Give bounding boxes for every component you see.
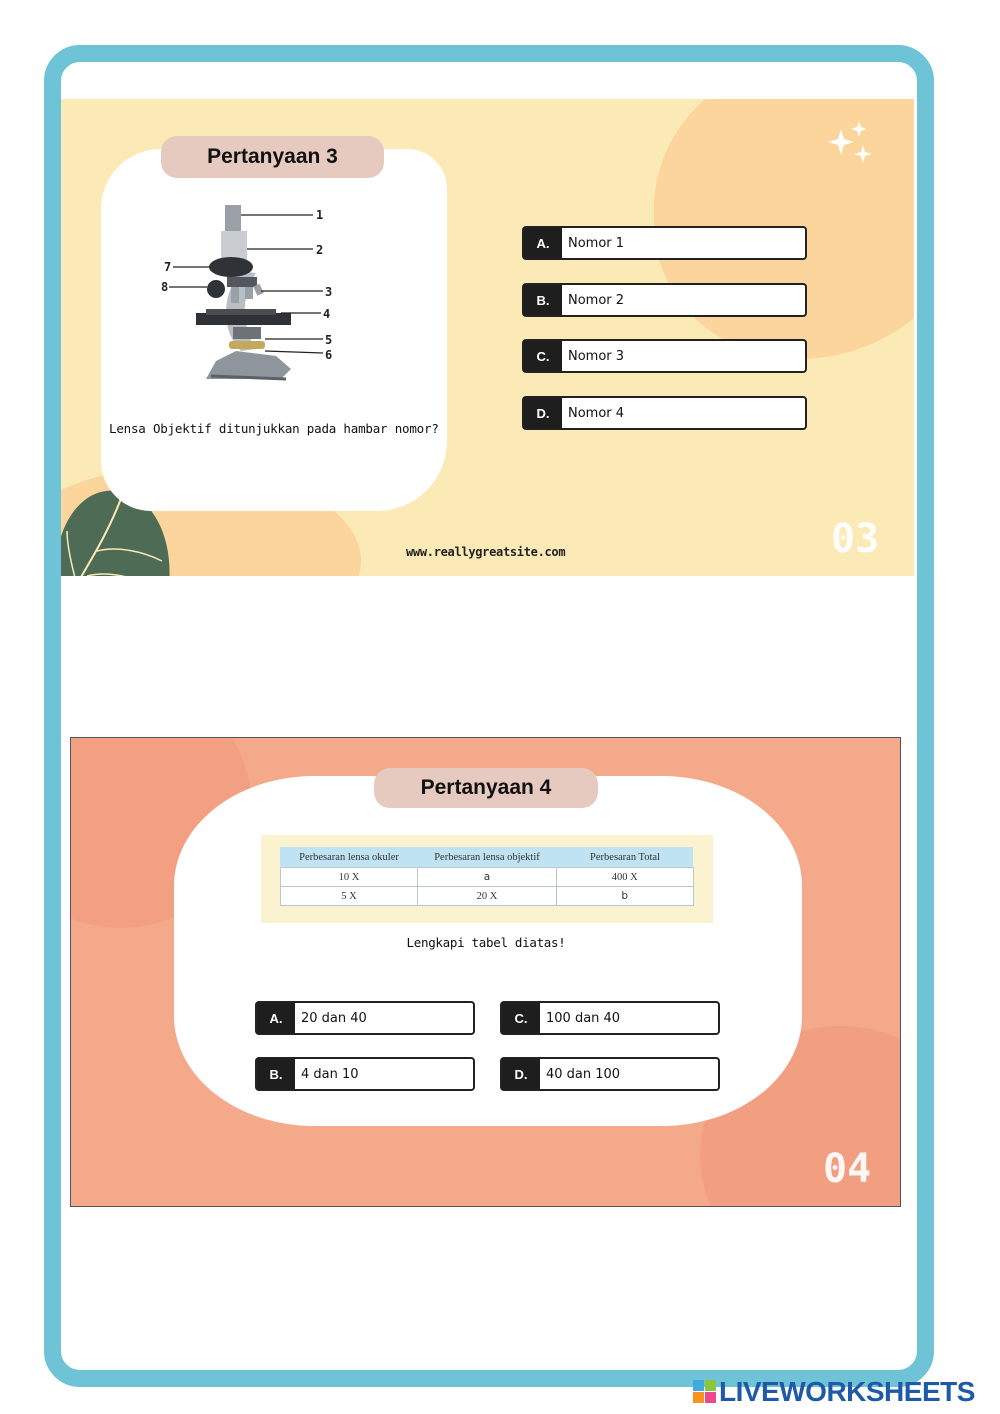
website-url: www.reallygreatsite.com bbox=[406, 545, 566, 559]
table-cell: 400 X bbox=[557, 868, 694, 887]
magnification-table bbox=[280, 847, 694, 906]
liveworksheets-logo bbox=[693, 1376, 975, 1408]
question-title: Pertanyaan 4 bbox=[374, 768, 598, 808]
option-letter: D. bbox=[524, 398, 562, 428]
option-letter: B. bbox=[257, 1059, 295, 1089]
question-text: Lensa Objektif ditunjukkan pada hambar nomor? bbox=[109, 421, 439, 436]
option-c-button[interactable] bbox=[522, 339, 807, 373]
option-letter: D. bbox=[502, 1059, 540, 1089]
option-text: 100 dan 40 bbox=[546, 1010, 621, 1026]
figure-label: 8 bbox=[161, 280, 169, 294]
microscope-diagram bbox=[161, 201, 351, 401]
option-text: Nomor 1 bbox=[568, 235, 625, 251]
table-row bbox=[281, 887, 694, 906]
slide-question-4 bbox=[70, 737, 901, 1207]
figure-label: 4 bbox=[323, 307, 331, 321]
brand-name: LIVEWORKSHEETS bbox=[719, 1376, 975, 1407]
brand-blocks-icon bbox=[693, 1380, 717, 1404]
figure-label: 5 bbox=[325, 333, 333, 347]
option-letter: A. bbox=[257, 1003, 295, 1033]
table-cell: b bbox=[557, 887, 694, 906]
option-d-button[interactable] bbox=[522, 396, 807, 430]
table-cell: a bbox=[418, 868, 557, 887]
option-b-button[interactable] bbox=[522, 283, 807, 317]
table-cell: 10 X bbox=[281, 868, 418, 887]
magnification-table-panel bbox=[261, 835, 713, 923]
table-cell: 20 X bbox=[418, 887, 557, 906]
option-letter: A. bbox=[524, 228, 562, 258]
option-text: Nomor 4 bbox=[568, 405, 625, 421]
option-d-button[interactable] bbox=[500, 1057, 720, 1091]
sparkle-icon bbox=[826, 121, 876, 169]
page-number: 04 bbox=[823, 1146, 872, 1192]
figure-label: 6 bbox=[325, 348, 333, 362]
table-cell: 5 X bbox=[281, 887, 418, 906]
figure-label: 1 bbox=[316, 208, 324, 222]
option-letter: C. bbox=[524, 341, 562, 371]
table-header: Perbesaran lensa objektif bbox=[418, 847, 557, 868]
option-text: 4 dan 10 bbox=[301, 1066, 359, 1082]
option-letter: C. bbox=[502, 1003, 540, 1033]
option-b-button[interactable] bbox=[255, 1057, 475, 1091]
option-a-button[interactable] bbox=[522, 226, 807, 260]
option-text: 40 dan 100 bbox=[546, 1066, 621, 1082]
option-c-button[interactable] bbox=[500, 1001, 720, 1035]
table-header: Perbesaran Total bbox=[557, 847, 694, 868]
page-number: 03 bbox=[831, 516, 880, 562]
option-text: Nomor 2 bbox=[568, 292, 625, 308]
option-a-button[interactable] bbox=[255, 1001, 475, 1035]
figure-label: 2 bbox=[316, 243, 324, 257]
option-text: Nomor 3 bbox=[568, 348, 625, 364]
table-header-row bbox=[281, 847, 694, 868]
figure-label: 3 bbox=[325, 285, 333, 299]
question-text: Lengkapi tabel diatas! bbox=[406, 935, 566, 950]
option-text: 20 dan 40 bbox=[301, 1010, 367, 1026]
question-title: Pertanyaan 3 bbox=[161, 136, 384, 178]
table-header: Perbesaran lensa okuler bbox=[281, 847, 418, 868]
slide-question-3 bbox=[61, 99, 914, 576]
option-letter: B. bbox=[524, 285, 562, 315]
table-row bbox=[281, 868, 694, 887]
figure-label: 7 bbox=[164, 260, 172, 274]
